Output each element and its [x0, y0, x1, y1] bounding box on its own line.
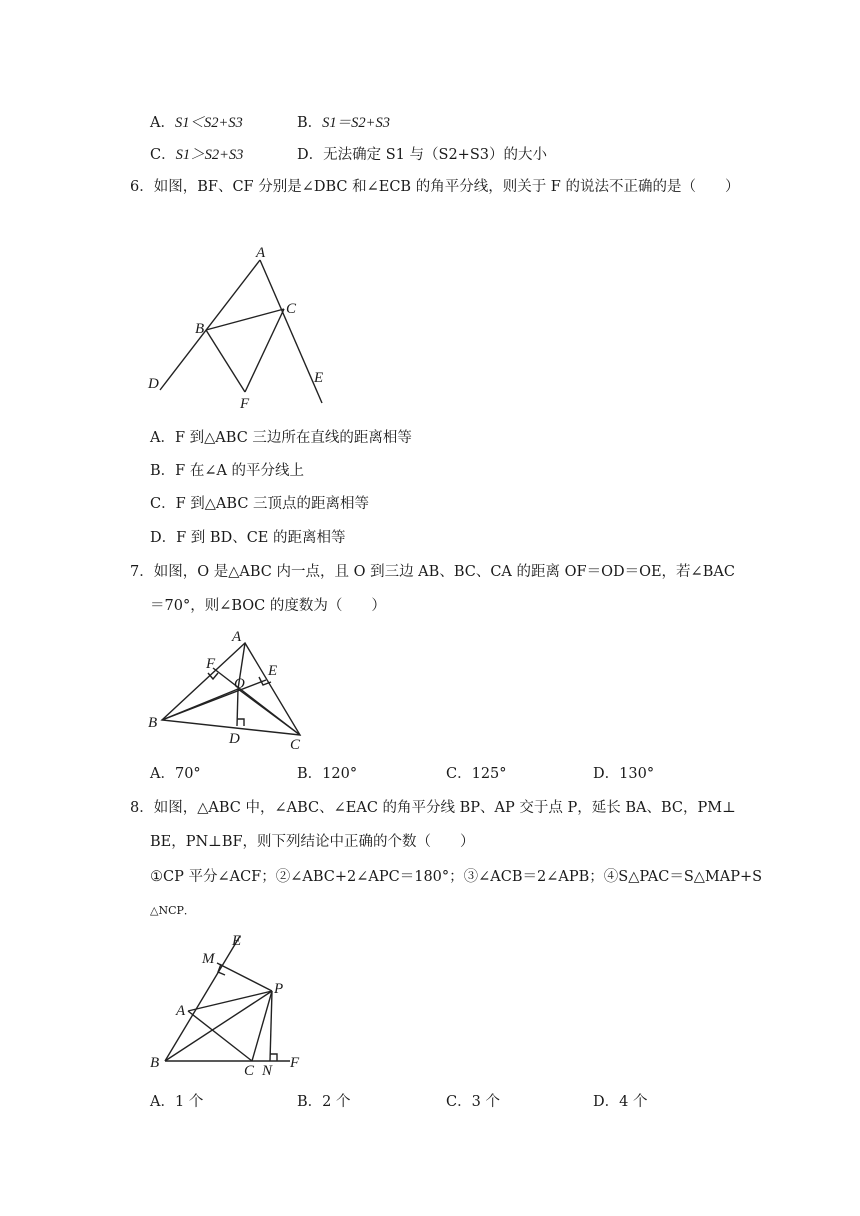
- q8-label-b: B: [150, 1055, 160, 1071]
- q8-stem-line3: ①CP 平分∠ACF；②∠ABC+2∠APC＝180°；③∠ACB＝2∠APB；④S△PAC＝S△MAP+S: [150, 869, 763, 885]
- q7-label-b: B: [148, 715, 158, 731]
- q8-stem-line2: BE，PN⊥BF，则下列结论中正确的个数（ ）: [150, 834, 475, 850]
- q5-option-c[interactable]: C．S1＞S2+S3: [150, 147, 244, 163]
- q8-label-m: M: [202, 951, 215, 967]
- q6-label-c: C: [286, 301, 297, 317]
- q7-stem-line2: ＝70°，则∠BOC 的度数为（ ）: [150, 598, 386, 614]
- q7-option-a[interactable]: A．70°: [150, 766, 201, 782]
- q6-label-e: E: [314, 370, 324, 386]
- q6-figure: [140, 240, 340, 419]
- q5-option-a-text: S1＜S2+S3: [174, 115, 243, 131]
- q5-option-d[interactable]: D．无法确定 S1 与（S2+S3）的大小: [297, 147, 547, 163]
- q7-option-d[interactable]: D．130°: [593, 766, 655, 782]
- q6-label-d: D: [148, 376, 159, 392]
- q8-label-e: E: [232, 933, 242, 949]
- q8-stem-line1: 8．如图，△ABC 中，∠ABC、∠EAC 的角平分线 BP、AP 交于点 P，延长 BA、BC，PM⊥: [130, 800, 736, 816]
- q6-label-b: B: [195, 321, 205, 337]
- q7-option-c[interactable]: C．125°: [446, 766, 507, 782]
- q6-label-f: F: [240, 396, 250, 412]
- q5-option-d-text: 无法确定 S1 与（S2+S3）的大小: [323, 147, 547, 163]
- q8-option-c[interactable]: C．3 个: [446, 1094, 500, 1110]
- q7-label-c: C: [290, 737, 301, 753]
- q7-label-d: D: [229, 731, 240, 747]
- q8-stem-line4: △NCP．: [150, 904, 195, 917]
- q8-label-n: N: [262, 1063, 273, 1079]
- q7-option-b[interactable]: B．120°: [297, 766, 358, 782]
- q8-option-d[interactable]: D．4 个: [593, 1094, 648, 1110]
- q8-label-p: P: [274, 981, 284, 997]
- q8-figure: [140, 925, 320, 1084]
- q5-option-b-text: S1＝S2+S3: [322, 115, 390, 131]
- q7-label-e: E: [268, 663, 278, 679]
- q8-option-a[interactable]: A．1 个: [150, 1094, 204, 1110]
- q6-stem: 6．如图，BF、CF 分别是∠DBC 和∠ECB 的角平分线，则关于 F 的说法不正确的是（ ）: [130, 179, 740, 195]
- q7-stem-line1: 7．如图，O 是△ABC 内一点，且 O 到三边 AB、BC、CA 的距离 OF＝OD＝OE，若∠BAC: [130, 564, 735, 580]
- q7-label-f: F: [206, 656, 216, 672]
- q7-label-a: A: [232, 629, 242, 645]
- q7-label-o: O: [234, 676, 245, 692]
- q6-option-b[interactable]: B．F 在∠A 的平分线上: [150, 463, 305, 479]
- q6-option-d[interactable]: D．F 到 BD、CE 的距离相等: [150, 530, 346, 546]
- q8-label-f: F: [290, 1055, 300, 1071]
- q8-label-c: C: [244, 1063, 255, 1079]
- q6-option-c[interactable]: C．F 到△ABC 三顶点的距离相等: [150, 496, 370, 512]
- q8-label-a: A: [176, 1003, 186, 1019]
- q6-option-a[interactable]: A．F 到△ABC 三边所在直线的距离相等: [150, 430, 412, 446]
- q8-option-b[interactable]: B．2 个: [297, 1094, 351, 1110]
- q7-figure: [140, 625, 320, 759]
- q5-option-c-text: S1＞S2+S3: [175, 147, 244, 163]
- q5-option-a[interactable]: A．S1＜S2+S3: [150, 115, 243, 131]
- q6-label-a: A: [256, 245, 266, 261]
- q5-option-b[interactable]: B．S1＝S2+S3: [297, 115, 390, 131]
